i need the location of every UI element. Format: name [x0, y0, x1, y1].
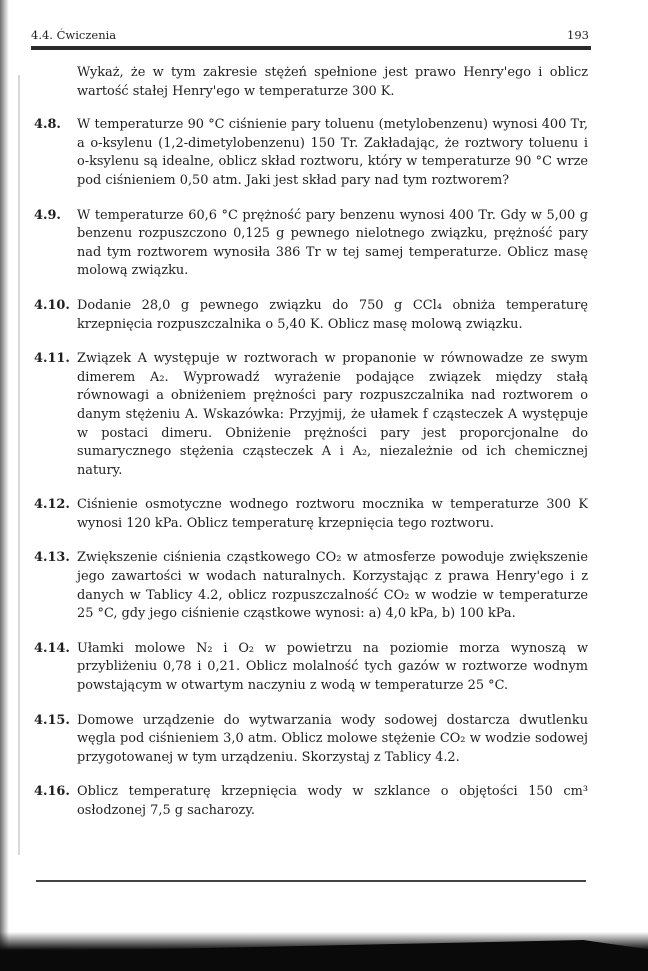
exercise-text: Ciśnienie osmotyczne wodnego roztworu mocznika w temperaturze 300 K wynosi 120 kPa. Oblicz temperaturę krzepnięcia tego roztworu.	[77, 497, 588, 531]
header-rule	[31, 46, 591, 50]
exercise-number: 4.15.	[34, 712, 70, 728]
page-binding-line	[18, 75, 20, 855]
exercise-4-16	[34, 783, 588, 820]
exercise-text: Dodanie 28,0 g pewnego związku do 750 g CCl₄ obniża temperaturę krzepnięcia rozpuszczalnika o 5,40 K. Oblicz masę molową związku.	[77, 297, 588, 332]
page-number: 193	[567, 28, 589, 42]
exercise-number: 4.9.	[34, 207, 61, 223]
exercise-list	[34, 64, 588, 837]
exercise-text: Domowe urządzenie do wytwarzania wody sodowej dostarcza dwutlenku węgla pod ciśnieniem 3,0 atm. Oblicz molowe stężenie CO₂ w wodzie sodowej przygotowanej w tym urządzeniu. Skorzystaj z Tablicy 4.2.	[77, 712, 588, 765]
exercise-text: W temperaturze 90 °C ciśnienie pary toluenu (metylobenzenu) wynosi 400 Tr, a o-ksylenu (1,2-dimetylobenzenu) 150 Tr. Zakładając, że roztwory toluenu i o-ksylenu są idealne, oblicz skład roztworu, który w temperaturze 90 °C wrze pod ciśnieniem 0,50 atm. Jaki jest skład pary nad tym roztworem?	[77, 117, 588, 188]
exercise-4-13	[34, 549, 588, 623]
exercise-4-10	[34, 297, 588, 334]
exercise-number: 4.16.	[34, 784, 70, 800]
exercise-number: 4.8.	[34, 117, 61, 133]
exercise-4-14	[34, 640, 588, 696]
exercise-number: 4.14.	[34, 640, 70, 656]
exercise-text: Ułamki molowe N₂ i O₂ w powietrzu na poziomie morza wynoszą w przybliżeniu 0,78 i 0,21. Oblicz molalność tych gazów w roztworze wodnym powstającym w otwartym naczyniu z wodą w temperaturze 25 °C.	[77, 640, 588, 694]
footer-rule	[36, 880, 586, 882]
exercise-4-12	[34, 496, 588, 533]
exercise-number: 4.13.	[34, 550, 70, 566]
exercise-text: Związek A występuje w roztworach w propanonie w równowadze ze swym dimerem A₂. Wyprowadź wyrażenie podające związek między stałą równowagi a obniżeniem prężności pary rozpuszczalnika nad roztworem o danym stężeniu A. Wskazówka: Przyjmij, że ułamek f cząsteczek A występuje w postaci dimeru. Obniżenie prężności pary jest proporcjonalne do sumarycznego stężenia cząsteczek A i A₂, niezależnie od ich chemicznej natury.	[77, 351, 588, 478]
exercise-4-11	[34, 350, 588, 480]
exercise-text: Zwiększenie ciśnienia cząstkowego CO₂ w atmosferze powoduje zwiększenie jego zawartości w wodach naturalnych. Korzystając z prawa Henry'ego i z danych w Tablicy 4.2, oblicz rozpuszczalność CO₂ w wodzie w temperaturze 25 °C, gdy jego ciśnienie cząstkowe wynosi: a) 4,0 kPa, b) 100 kPa.	[77, 550, 588, 622]
exercise-number: 4.11.	[34, 351, 70, 367]
exercise-number: 4.10.	[34, 297, 70, 313]
intro-paragraph: Wykaż, że w tym zakresie stężeń spełnione jest prawo Henry'ego i oblicz wartość stałej Henry'ego w temperaturze 300 K.	[77, 65, 588, 99]
exercise-4-9	[34, 207, 588, 281]
exercise-text: W temperaturze 60,6 °C prężność pary benzenu wynosi 400 Tr. Gdy w 5,00 g benzenu rozpuszczono 0,125 g pewnego nielotnego związku, prężność pary nad tym roztworem wynosiła 386 Tr w tej samej temperaturze. Oblicz masę molową związku.	[77, 207, 588, 279]
exercise-4-15	[34, 712, 588, 768]
running-header	[31, 28, 589, 44]
exercise-4-8	[34, 116, 588, 190]
section-title: 4.4. Ćwiczenia	[31, 28, 117, 42]
page-binding-shadow	[0, 0, 9, 971]
exercise-number: 4.12.	[34, 497, 70, 513]
exercise-text: Oblicz temperaturę krzepnięcia wody w szklance o objętości 150 cm³ osłodzonej 7,5 g sacharozy.	[77, 784, 588, 818]
